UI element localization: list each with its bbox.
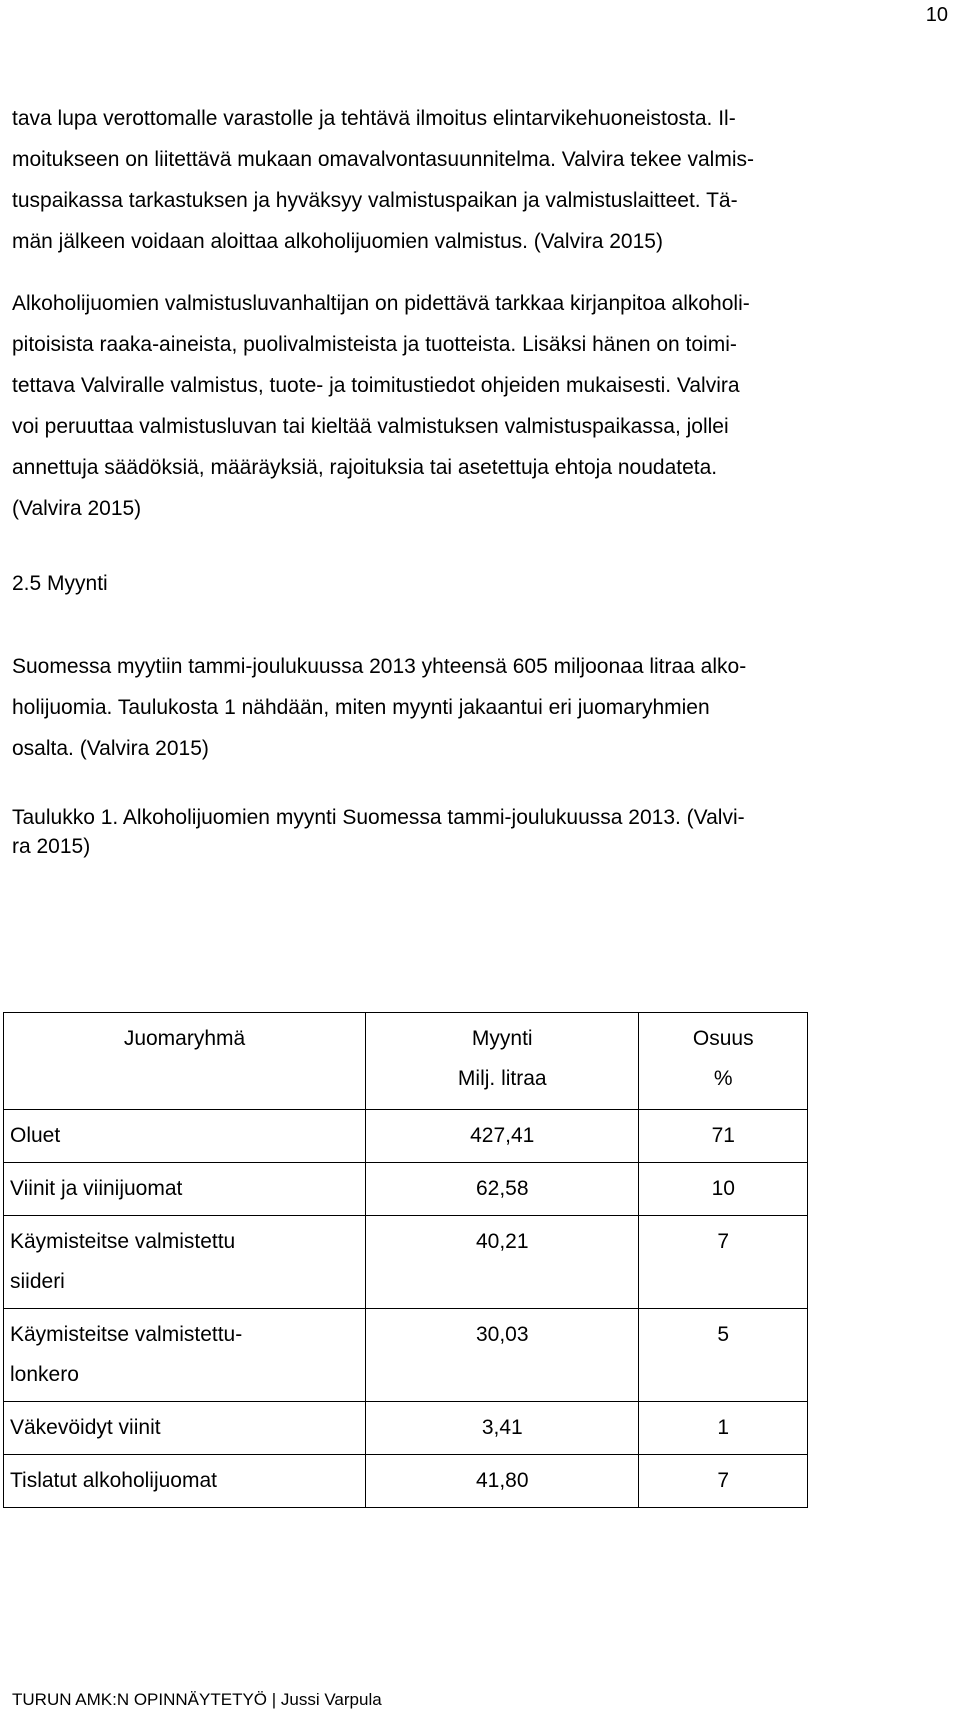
table-row	[4, 1455, 808, 1508]
cell-group	[4, 1163, 366, 1216]
table-row	[4, 1402, 808, 1455]
page-number: 10	[925, 4, 948, 26]
paragraph-bookkeeping: Alkoholijuomien valmistusluvanhaltijan on pidettävä tarkkaa kirjanpitoa alkoholi- pitoisista raaka-aineista, puolivalmisteista ja tuotteista. Lisäksi hänen on toimi- tettava Valviralle valmistus, tuote- ja toimitustiedot ohjeiden mukaisesti. Valvira voi peruuttaa valmistusluvan tai kieltää valmistuksen valmistuspaikassa, jollei annettuja säädöksiä, määräyksiä, rajoituksia tai asetettuja ehtoja noudateta. (Valvira 2015)	[12, 292, 750, 520]
cell-group	[4, 1110, 366, 1163]
cell-group-text: Käymisteitse valmistettu-	[10, 1323, 243, 1346]
cell-group-text: Oluet	[10, 1124, 61, 1147]
cell-share: 10	[639, 1163, 808, 1216]
header-sales	[366, 1013, 639, 1110]
table-row	[4, 1216, 808, 1309]
paragraph-sales: Suomessa myytiin tammi-joulukuussa 2013 yhteensä 605 miljoonaa litraa alko- holijuomia. Taulukosta 1 nähdään, miten myynti jakaantui eri juomaryhmien osalta. (Valvira 2015)	[12, 655, 747, 760]
cell-sales: 41,80	[366, 1455, 639, 1508]
cell-group-text: Viinit ja viinijuomat	[10, 1177, 183, 1200]
cell-group-text: Käymisteitse valmistettu	[10, 1230, 236, 1253]
cell-group	[4, 1402, 366, 1455]
header-share	[639, 1013, 808, 1110]
cell-group-text-cont: siideri	[10, 1270, 65, 1293]
section-heading: 2.5 Myynti	[12, 572, 108, 595]
header-sales-unit: Milj. litraa	[457, 1067, 547, 1090]
cell-sales: 62,58	[366, 1163, 639, 1216]
page-footer: TURUN AMK:N OPINNÄYTETYÖ | Jussi Varpula	[12, 1690, 382, 1709]
header-group-label: Juomaryhmä	[123, 1027, 246, 1050]
cell-sales: 30,03	[366, 1309, 639, 1402]
cell-group-text: Väkevöidyt viinit	[10, 1416, 161, 1439]
cell-share: 71	[639, 1110, 808, 1163]
table-header-row	[4, 1013, 808, 1110]
cell-group-text-cont: lonkero	[10, 1363, 79, 1386]
cell-group-text: Tislatut alkoholijuomat	[10, 1469, 217, 1492]
table-caption: Taulukko 1. Alkoholijuomien myynti Suomessa tammi-joulukuussa 2013. (Valvi- ra 2015)	[12, 806, 745, 858]
cell-sales: 427,41	[366, 1110, 639, 1163]
table-row	[4, 1110, 808, 1163]
table-row	[4, 1163, 808, 1216]
cell-share: 1	[639, 1402, 808, 1455]
table-row	[4, 1309, 808, 1402]
cell-share: 7	[639, 1216, 808, 1309]
cell-share: 5	[639, 1309, 808, 1402]
header-group	[4, 1013, 366, 1110]
cell-group	[4, 1455, 366, 1508]
header-share-label: Osuus	[692, 1027, 754, 1050]
cell-share: 7	[639, 1455, 808, 1508]
cell-sales: 40,21	[366, 1216, 639, 1309]
sales-table	[3, 1012, 808, 1508]
cell-sales: 3,41	[366, 1402, 639, 1455]
paragraph-license-notification: tava lupa verottomalle varastolle ja tehtävä ilmoitus elintarvikehuoneistosta. Il- moitukseen on liitettävä mukaan omavalvontasuunnitelma. Valvira tekee valmis- tuspaikassa tarkastuksen ja hyväksyy valmistuspaikan ja valmistuslaitteet. Tä- män jälkeen voidaan aloittaa alkoholijuomien valmistus. (Valvira 2015)	[12, 107, 754, 253]
header-sales-label: Myynti	[471, 1027, 533, 1050]
cell-group	[4, 1216, 366, 1309]
cell-group	[4, 1309, 366, 1402]
header-share-unit: %	[713, 1067, 733, 1090]
document-body	[12, 98, 945, 861]
